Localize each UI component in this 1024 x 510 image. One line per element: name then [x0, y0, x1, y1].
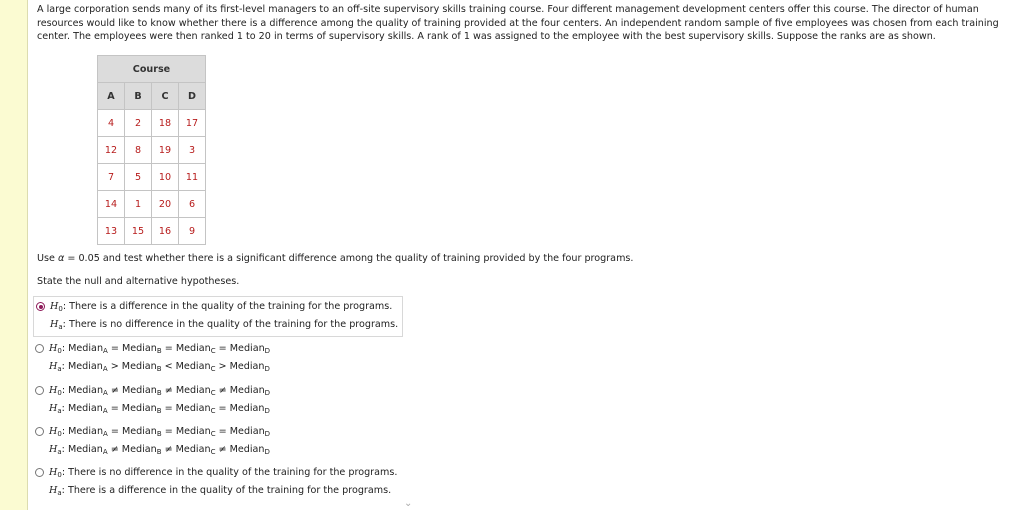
column-header: A: [98, 83, 125, 110]
alternative-hypothesis: $H_a$: Median$_A$ ≠ Median$_B$ ≠ Median$_C$ ≠ Median$_D$: [49, 444, 270, 456]
radio-icon[interactable]: [35, 468, 44, 477]
hypothesis-option-1[interactable]: [33, 296, 403, 337]
table-cell: 2: [125, 110, 152, 137]
table-row: [98, 110, 206, 137]
radio-icon[interactable]: [35, 427, 44, 436]
table-cell: 12: [98, 137, 125, 164]
left-sidebar: [0, 0, 28, 510]
table-row: [98, 164, 206, 191]
hypothesis-option-3[interactable]: [35, 382, 270, 418]
alpha-symbol: α: [57, 253, 65, 264]
null-hypothesis: $H_0$: There is no difference in the quality of the training for the programs.: [49, 467, 398, 479]
column-header: D: [179, 83, 206, 110]
table-cell: 19: [152, 137, 179, 164]
table-cell: 3: [179, 137, 206, 164]
alternative-hypothesis: $H_a$: There is a difference in the quality of the training for the programs.: [49, 485, 392, 497]
alternative-hypothesis: $H_a$: Median$_A$ = Median$_B$ = Median$_C$ = Median$_D$: [49, 403, 270, 415]
alternative-hypothesis: $H_a$: Median$_A$ > Median$_B$ < Median$_C$ > Median$_D$: [49, 361, 270, 373]
problem-text: A large corporation sends many of its first-level managers to an off-site supervisory skills training course. Four different management development centers offer this course. The director of human resources would like to know whether there is a difference among the quality of training provided at the four centers. An independent random sample of five employees was chosen from each training center. The employees were then ranked 1 to 20 in terms of supervisory skills. A rank of 1 was assigned to the employee with the best supervisory skills. Suppose the ranks are as shown.: [37, 4, 999, 43]
table-cell: 9: [179, 218, 206, 245]
table-cell: 5: [125, 164, 152, 191]
null-hypothesis: $H_0$: Median$_A$ ≠ Median$_B$ ≠ Median$_C$ ≠ Median$_D$: [49, 385, 271, 397]
table-cell: 18: [152, 110, 179, 137]
radio-selected-icon[interactable]: [36, 302, 45, 311]
null-hypothesis: $H_0$: Median$_A$ = Median$_B$ = Median$_C$ = Median$_D$: [49, 343, 271, 355]
course-header: Course: [98, 56, 206, 83]
column-header: C: [152, 83, 179, 110]
table-cell: 7: [98, 164, 125, 191]
table-row: [98, 191, 206, 218]
chevron-down-icon[interactable]: ⌄: [404, 498, 413, 509]
prompt-text: State the null and alternative hypotheses.: [37, 276, 240, 287]
column-header: B: [125, 83, 152, 110]
hypothesis-option-5[interactable]: [35, 464, 397, 500]
table-cell: 8: [125, 137, 152, 164]
ranks-table: [97, 55, 206, 245]
table-cell: 4: [98, 110, 125, 137]
table-cell: 11: [179, 164, 206, 191]
table-cell: 20: [152, 191, 179, 218]
radio-icon[interactable]: [35, 386, 44, 395]
table-cell: 17: [179, 110, 206, 137]
table-row: [98, 218, 206, 245]
null-hypothesis: $H_0$: There is a difference in the quality of the training for the programs.: [50, 301, 393, 313]
hypothesis-option-2[interactable]: [35, 340, 270, 376]
table-cell: 6: [179, 191, 206, 218]
table-cell: 15: [125, 218, 152, 245]
table-cell: 10: [152, 164, 179, 191]
question-content: [37, 3, 1017, 497]
alternative-hypothesis: $H_a$: There is no difference in the quality of the training for the programs.: [50, 319, 399, 331]
hypothesis-option-4[interactable]: [35, 423, 270, 459]
instruction-text: Use α = 0.05 and test whether there is a significant difference among the quality of training provided by the four programs.: [37, 253, 634, 264]
table-cell: 16: [152, 218, 179, 245]
table-row: [98, 137, 206, 164]
table-cell: 13: [98, 218, 125, 245]
radio-icon[interactable]: [35, 344, 44, 353]
null-hypothesis: $H_0$: Median$_A$ = Median$_B$ = Median$_C$ = Median$_D$: [49, 426, 271, 438]
table-cell: 1: [125, 191, 152, 218]
table-cell: 14: [98, 191, 125, 218]
